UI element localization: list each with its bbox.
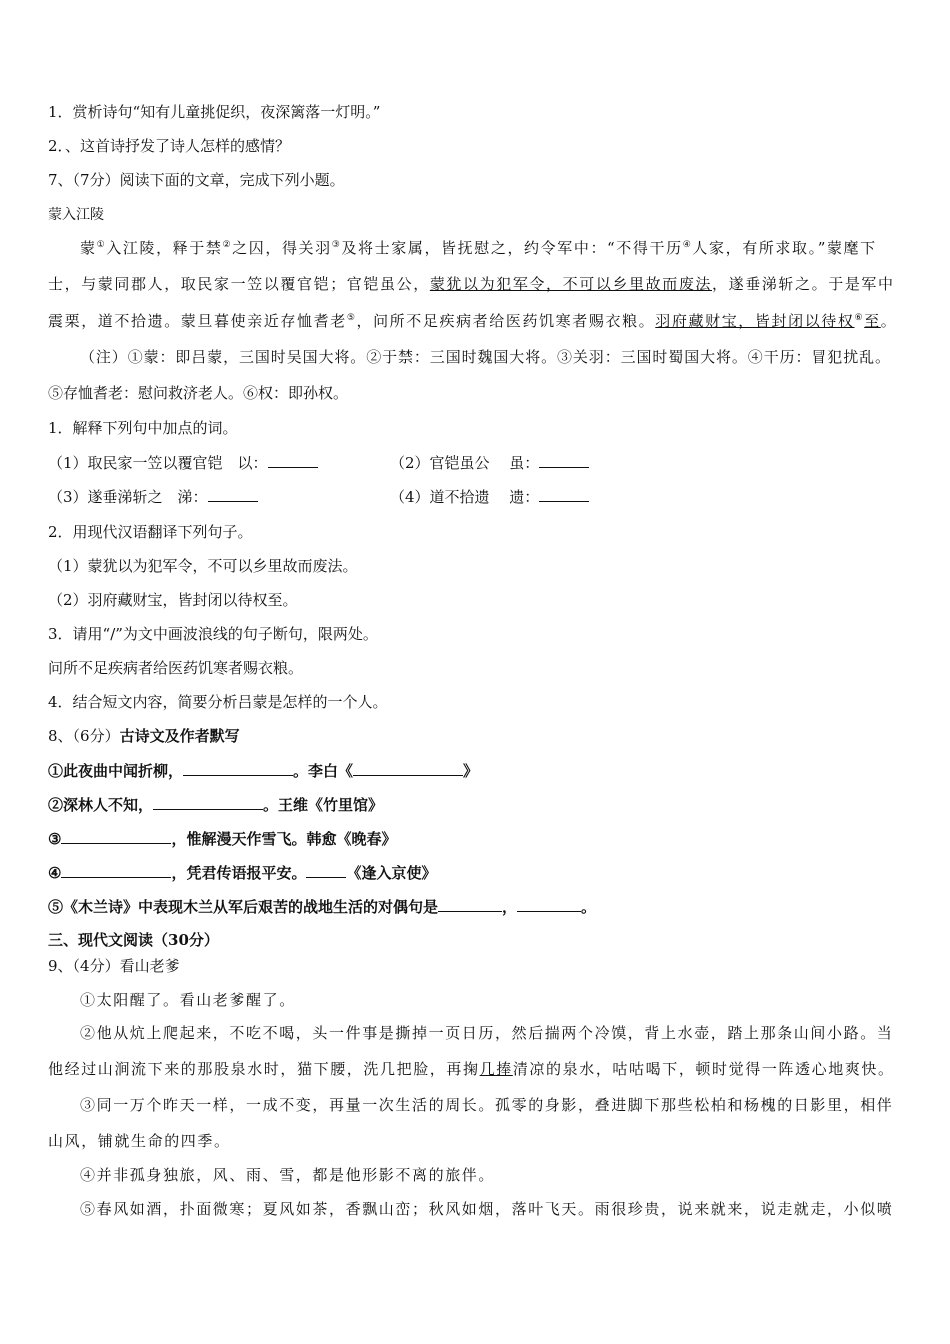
q9-paragraph-2-line-2: [48, 1059, 895, 1079]
text-run: 。: [581, 898, 597, 916]
text-run: 他经过山涧流下来的那股泉水时，猫下腰，洗几把脸，再掬: [48, 1060, 480, 1078]
footnote-mark: ③: [331, 240, 342, 250]
answer-blank[interactable]: [306, 862, 346, 878]
answer-blank[interactable]: [61, 862, 171, 878]
text-run: 8、（6分）: [48, 727, 120, 745]
q9-paragraph-1: ①太阳醒了。看山老爹醒了。: [80, 991, 296, 1009]
text-run: 入江陵，释于禁: [106, 239, 223, 257]
q8-header: [48, 726, 240, 746]
text-run: 人家，有所求取。”蒙麾下: [692, 239, 877, 257]
q7-sub-2-item-2: （2）羽府藏财宝，皆封闭以待权至。: [48, 591, 298, 609]
q7-sub-2-item-1: （1）蒙犹以为犯军令，不可以乡里故而废法。: [48, 557, 358, 575]
q7-sub-2: 2．用现代汉语翻译下列句子。: [48, 523, 253, 541]
footnote-mark: ④: [682, 240, 693, 250]
footnote-mark: ⑥: [854, 313, 865, 323]
footnote-mark: ①: [96, 240, 107, 250]
q9-paragraph-3-line-1: ③同一万个昨天一样，一成不变，再量一次生活的周长。孤零的身影，叠进脚下那些松柏和杨槐的日影里，相伴: [80, 1096, 894, 1114]
footnote-mark: ②: [222, 240, 233, 250]
q7-note-2: ⑤存恤耆老：慰问救济老人。⑥权：即孙权。: [48, 384, 349, 402]
answer-blank[interactable]: [353, 760, 463, 776]
underlined-sentence: 至: [864, 312, 881, 330]
text-run: 。: [880, 312, 898, 330]
text-run: （1）取民家一笠以覆官铠 以：: [48, 454, 268, 472]
text-run: 古诗文及作者默写: [119, 727, 240, 745]
text-run: ②深林人不知，: [48, 796, 154, 814]
text-run: 及将士家属，皆抚慰之，约令军中：“不得干历: [341, 239, 683, 257]
underlined-sentence: 羽府藏财宝，皆封闭以待权: [655, 312, 855, 330]
answer-blank[interactable]: [539, 452, 589, 468]
text-run: ⑤《木兰诗》中表现木兰从军后艰苦的战地生活的对偶句是: [48, 898, 439, 916]
text-run: 震栗，道不拾遗。蒙旦暮使亲近存恤耆老: [48, 312, 347, 330]
text-run: 蒙: [80, 239, 97, 257]
text-run: ④: [48, 864, 62, 882]
answer-blank[interactable]: [61, 828, 171, 844]
q8-line-1: [48, 760, 478, 781]
text-run: ，凭君传语报平安。: [171, 864, 307, 882]
q7-sub-3: 3．请用“/”为文中画波浪线的句子断句，限两处。: [48, 625, 378, 643]
underlined-word: 几捧: [479, 1060, 513, 1078]
wavy-sentence: ，问所不足疾病者给医药饥寒者赐衣粮。: [356, 312, 656, 330]
q7-passage-line-3: [48, 311, 897, 331]
answer-blank[interactable]: [183, 760, 293, 776]
answer-blank[interactable]: [208, 486, 258, 502]
q7-sub-1: 1．解释下列句中加点的词。: [48, 419, 238, 437]
text-run: 》: [463, 762, 479, 780]
text-run: ，: [502, 898, 518, 916]
text-run: 《逢入京使》: [346, 864, 437, 882]
text-run: 。王维《竹里馆》: [263, 796, 384, 814]
q8-line-2: [48, 794, 383, 815]
q8-line-4: [48, 862, 436, 883]
q7-sub-4: 4．结合短文内容，简要分析吕蒙是怎样的一个人。: [48, 693, 388, 711]
underlined-sentence: 蒙犹以为犯军令，不可以乡里故而废法: [429, 275, 713, 293]
text-run: （2）官铠虽公 虽：: [390, 454, 540, 472]
poem-question-2: 2．、这首诗抒发了诗人怎样的感情？: [48, 137, 291, 155]
q9-paragraph-5: ⑤春风如酒，扑面微寒；夏风如茶，香飘山峦；秋风如烟，落叶飞天。雨很珍贵，说来就来，说走就走，小似喷: [80, 1200, 894, 1218]
q7-sub-1-item-4: [390, 486, 589, 507]
text-run: ，惟解漫天作雪飞。韩愈《晚春》: [171, 830, 397, 848]
text-run: （3）遂垂涕斩之 涕：: [48, 488, 208, 506]
q7-note-1: （注）①蒙：即吕蒙，三国时吴国大将。②于禁：三国时魏国大将。③关羽：三国时蜀国大将。④干历：冒犯扰乱。: [80, 348, 891, 366]
q9-paragraph-2-line-1: ②他从炕上爬起来，不吃不喝，头一件事是撕掉一页日历，然后揣两个冷馍，背上水壶，踏上那条山间小路。当: [80, 1024, 894, 1042]
text-run: （4）道不拾遗 遗：: [390, 488, 540, 506]
poem-question-1: 1．赏析诗句“知有儿童挑促织，夜深篱落一灯明。”: [48, 103, 381, 121]
q9-header: 9、（4分）看山老爹: [48, 957, 180, 975]
q9-paragraph-4: ④并非孤身独旅，风、雨、雪，都是他形影不离的旅伴。: [80, 1166, 496, 1184]
answer-blank[interactable]: [438, 896, 502, 912]
q8-line-5: [48, 896, 596, 917]
text-run: ③: [48, 830, 62, 848]
text-run: 。李白《: [293, 762, 354, 780]
answer-blank[interactable]: [517, 896, 581, 912]
section-3-heading: 三、现代文阅读（30分）: [48, 931, 219, 949]
answer-blank[interactable]: [153, 794, 263, 810]
text-run: 之囚，得关羽: [232, 239, 332, 257]
q7-header: 7、（7分）阅读下面的文章，完成下列小题。: [48, 171, 345, 189]
answer-blank[interactable]: [539, 486, 589, 502]
q8-line-3: [48, 828, 396, 849]
text-run: ①此夜曲中闻折柳，: [48, 762, 184, 780]
q7-passage-title: 蒙入江陵: [48, 207, 104, 223]
q7-sub-3-text: 问所不足疾病者给医药饥寒者赐衣粮。: [48, 659, 304, 677]
answer-blank[interactable]: [268, 452, 318, 468]
text-run: 士，与蒙同郡人，取民家一笠以覆官铠；官铠虽公，: [48, 275, 430, 293]
footnote-mark: ⑤: [346, 313, 357, 323]
q7-sub-1-item-1: [48, 452, 318, 473]
q9-paragraph-3-line-2: 山风，铺就生命的四季。: [48, 1132, 231, 1150]
text-run: ，遂垂涕斩之。于是军中: [712, 275, 895, 293]
q7-passage-line-2: [48, 274, 895, 294]
text-run: 清凉的泉水，咕咕喝下，顿时觉得一阵透心地爽快。: [512, 1060, 895, 1078]
q7-sub-1-item-3: [48, 486, 258, 507]
q7-sub-1-item-2: [390, 452, 589, 473]
q7-passage-line-1: [80, 238, 877, 258]
